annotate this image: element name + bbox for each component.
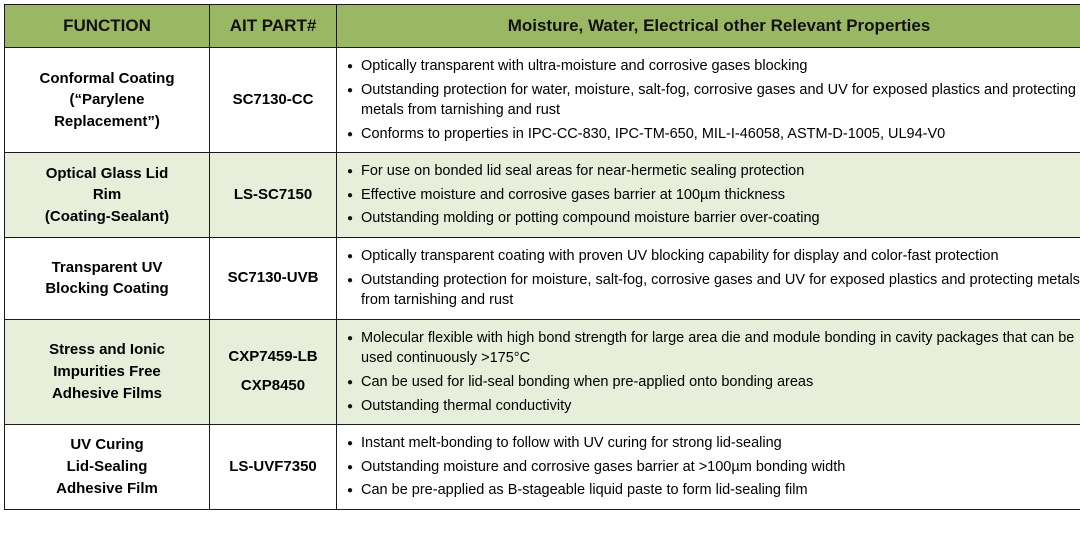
properties-table-container <box>0 4 1080 510</box>
part-number: SC7130-CC <box>214 86 332 115</box>
bullet-list <box>347 161 1080 229</box>
column-header-properties: Moisture, Water, Electrical other Relevant Properties <box>337 5 1080 48</box>
cell-part-number <box>210 238 337 320</box>
cell-function <box>5 425 210 510</box>
function-line: (“Parylene <box>13 89 201 111</box>
list-item: ● Can be pre-applied as B-stageable liquid paste to form lid-sealing film <box>347 480 1080 501</box>
part-number: LS-SC7150 <box>214 181 332 210</box>
cell-function <box>5 153 210 238</box>
bullet-list <box>347 433 1080 501</box>
list-item: ● Conforms to properties in IPC-CC-830, IPC-TM-650, MIL-I-46058, ASTM-D-1005, UL94-V0 <box>347 124 1080 145</box>
function-line: Adhesive Film <box>13 478 201 500</box>
part-number: CXP7459-LB <box>214 343 332 372</box>
list-item: ● Outstanding protection for moisture, salt-fog, corrosive gases and UV for exposed plastics and protecting metals from tarnishing and rust <box>347 270 1080 311</box>
list-item: ● For use on bonded lid seal areas for near-hermetic sealing protection <box>347 161 1080 182</box>
bullet-list <box>347 246 1080 311</box>
function-line: Optical Glass Lid <box>13 163 201 185</box>
cell-part-number <box>210 153 337 238</box>
list-item: ● Effective moisture and corrosive gases barrier at 100µm thickness <box>347 185 1080 206</box>
bullet-list <box>347 56 1080 144</box>
table-row <box>5 425 1080 510</box>
list-item: ● Instant melt-bonding to follow with UV curing for strong lid-sealing <box>347 433 1080 454</box>
cell-function <box>5 238 210 320</box>
part-number: CXP8450 <box>214 372 332 401</box>
properties-table <box>4 4 1080 510</box>
bullet-list <box>347 328 1080 416</box>
cell-part-number <box>210 48 337 153</box>
cell-properties <box>337 153 1080 238</box>
cell-properties <box>337 425 1080 510</box>
cell-properties <box>337 319 1080 424</box>
function-line: (Coating-Sealant) <box>13 206 201 228</box>
list-item: ● Molecular flexible with high bond strength for large area die and module bonding in cavity packages that can be used continuously >175°C <box>347 328 1080 369</box>
list-item: ● Can be used for lid-seal bonding when pre-applied onto bonding areas <box>347 372 1080 393</box>
table-row <box>5 48 1080 153</box>
table-row <box>5 319 1080 424</box>
function-line: Blocking Coating <box>13 278 201 300</box>
header-row <box>5 5 1080 48</box>
list-item: ● Outstanding moisture and corrosive gases barrier at >100µm bonding width <box>347 457 1080 478</box>
table-header <box>5 5 1080 48</box>
function-line: Transparent UV <box>13 257 201 279</box>
function-line: UV Curing <box>13 434 201 456</box>
function-line: Lid-Sealing <box>13 456 201 478</box>
list-item: ● Optically transparent with ultra-moisture and corrosive gases blocking <box>347 56 1080 77</box>
cell-part-number <box>210 319 337 424</box>
part-number: SC7130-UVB <box>214 264 332 293</box>
cell-properties <box>337 238 1080 320</box>
list-item: ● Outstanding molding or potting compound moisture barrier over-coating <box>347 208 1080 229</box>
list-item: ● Optically transparent coating with proven UV blocking capability for display and color-fast protection <box>347 246 1080 267</box>
table-row <box>5 238 1080 320</box>
column-header-function: FUNCTION <box>5 5 210 48</box>
list-item: ● Outstanding protection for water, moisture, salt-fog, corrosive gases and UV for exposed plastics and protecting metals from tarnishing and rust <box>347 80 1080 121</box>
part-number: LS-UVF7350 <box>214 453 332 482</box>
function-line: Rim <box>13 184 201 206</box>
cell-function <box>5 48 210 153</box>
list-item: ● Outstanding thermal conductivity <box>347 396 1080 417</box>
table-body <box>5 48 1080 510</box>
table-row <box>5 153 1080 238</box>
cell-part-number <box>210 425 337 510</box>
cell-properties <box>337 48 1080 153</box>
cell-function <box>5 319 210 424</box>
function-line: Stress and Ionic <box>13 339 201 361</box>
function-line: Impurities Free <box>13 361 201 383</box>
column-header-part-number: AIT PART# <box>210 5 337 48</box>
function-line: Adhesive Films <box>13 383 201 405</box>
function-line: Replacement”) <box>13 111 201 133</box>
function-line: Conformal Coating <box>13 68 201 90</box>
